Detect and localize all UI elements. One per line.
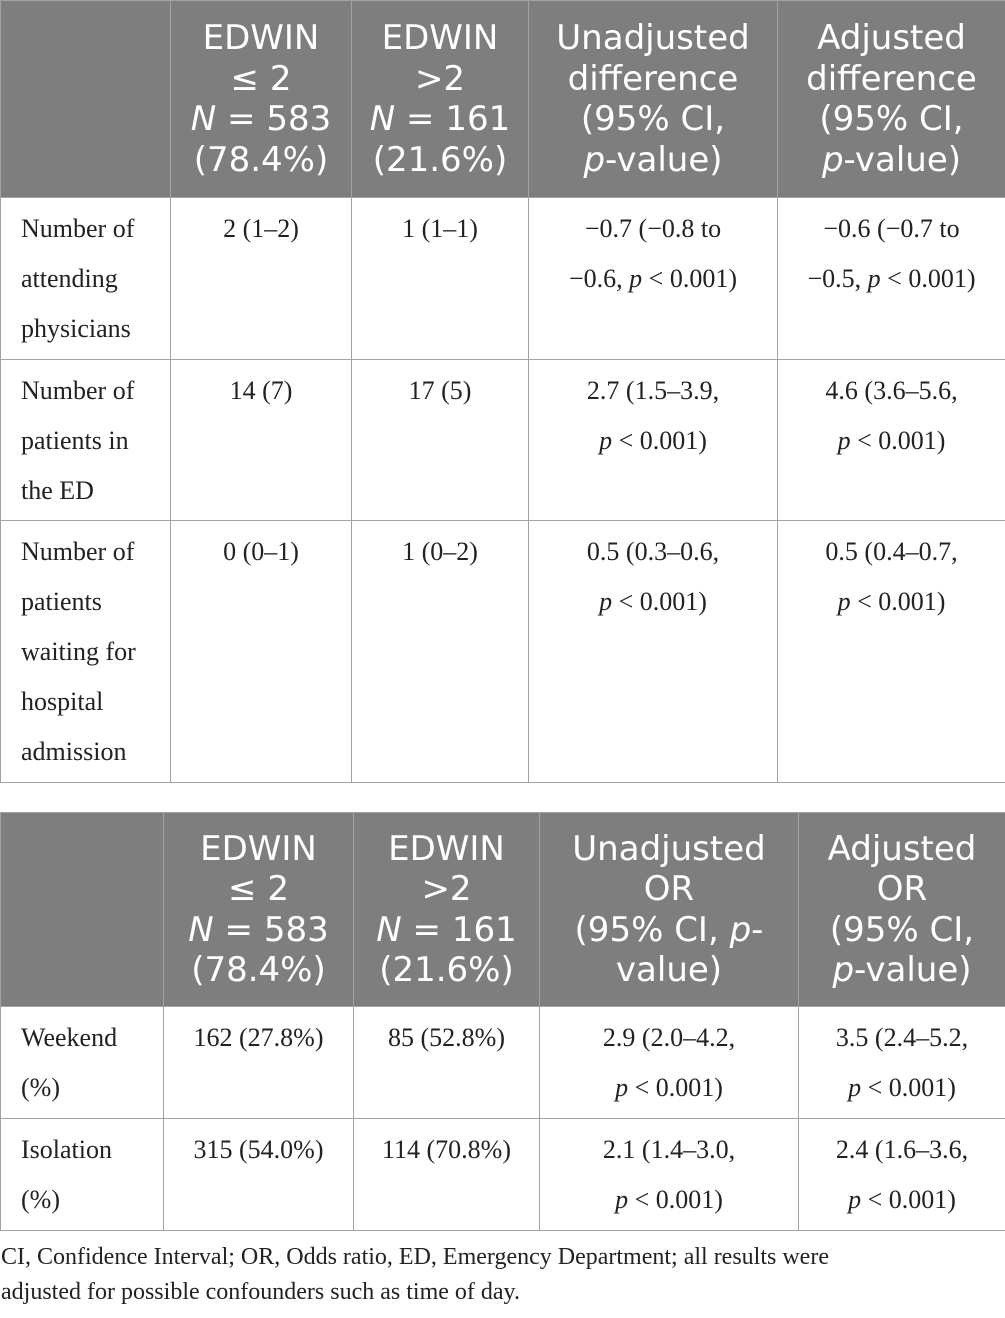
header-line: EDWIN [202,18,320,58]
header-line: (78.4%) [191,950,326,990]
header-line: N = 161 [376,909,517,950]
header-edwin-high [354,813,540,1007]
header-line: (78.4%) [193,139,329,180]
table-row [1,521,1005,783]
table-header-row [1,1,1005,198]
row-label: Weekend (%) [1,1007,164,1119]
header-line: (95% CI, [829,909,975,950]
header-line: value) [615,950,723,990]
header-line: N = 161 [369,99,511,139]
header-line: p-value) [832,950,972,990]
row-label: Number of attending physicians [1,198,171,360]
cell-edwin-low: 162 (27.8%) [164,1007,354,1119]
cell-unadjusted: 0.5 (0.3–0.6, p < 0.001) [529,521,778,783]
header-line: p-value) [821,139,962,180]
header-line: N = 583 [190,99,332,139]
cell-adjusted: 4.6 (3.6–5.6, p < 0.001) [778,360,1005,521]
cell-edwin-low: 14 (7) [171,360,352,521]
cell-edwin-high: 17 (5) [352,360,529,521]
cell-edwin-low: 2 (1–2) [171,198,352,360]
header-line: p-value) [583,139,723,180]
header-edwin-high [352,1,529,198]
header-unadjusted-or [540,813,799,1007]
header-line: OR [876,869,928,909]
header-line: EDWIN [388,828,505,869]
cell-edwin-high: 1 (0–2) [352,521,529,783]
table-row [1,198,1005,360]
header-blank-cell [1,1,171,198]
header-line: ≤ 2 [228,869,289,909]
header-line: Adjusted [817,18,966,58]
table-header-row [1,813,1005,1007]
cell-edwin-high: 114 (70.8%) [354,1119,540,1231]
header-line: (95% CI, [580,99,726,139]
header-line: Unadjusted [556,18,750,58]
header-line: Unadjusted [572,828,766,869]
header-edwin-low [171,1,352,198]
header-line: N = 583 [188,909,329,950]
row-label: Isolation (%) [1,1119,164,1231]
header-line: EDWIN [381,18,499,58]
table-row [1,1119,1005,1231]
header-adjusted [778,1,1005,198]
header-line: (95% CI, p- [574,909,764,950]
table-footnote: CI, Confidence Interval; OR, Odds ratio, ED, Emergency Department; all results were adjusted for possible confounders such as time of day. [1,1244,829,1305]
header-line: difference [806,58,977,99]
header-unadjusted [529,1,778,198]
header-line: >2 [414,58,466,99]
header-line: Adjusted [827,828,977,869]
cell-unadjusted: 2.7 (1.5–3.9, p < 0.001) [529,360,778,521]
cell-edwin-low: 0 (0–1) [171,521,352,783]
header-adjusted-or [799,813,1005,1007]
cell-unadjusted: −0.7 (−0.8 to −0.6, p < 0.001) [529,198,778,360]
table-row [1,1007,1005,1119]
cell-edwin-high: 1 (1–1) [352,198,529,360]
cell-edwin-low: 315 (54.0%) [164,1119,354,1231]
cell-adjusted-or: 2.4 (1.6–3.6, p < 0.001) [799,1119,1005,1231]
header-line: >2 [421,869,472,909]
header-line: EDWIN [200,828,317,869]
header-line: ≤ 2 [230,58,292,99]
cell-edwin-high: 85 (52.8%) [354,1007,540,1119]
results-table-odds [0,812,1005,1231]
row-label: Number of patients in the ED [1,360,171,521]
header-line: (21.6%) [379,950,514,990]
header-blank-cell [1,813,164,1007]
header-line: OR [643,869,695,909]
cell-unadjusted-or: 2.9 (2.0–4.2, p < 0.001) [540,1007,799,1119]
cell-adjusted-or: 3.5 (2.4–5.2, p < 0.001) [799,1007,1005,1119]
cell-adjusted: −0.6 (−0.7 to −0.5, p < 0.001) [778,198,1005,360]
header-edwin-low [164,813,354,1007]
header-line: (95% CI, [819,99,964,139]
header-line: difference [567,58,739,99]
cell-unadjusted-or: 2.1 (1.4–3.0, p < 0.001) [540,1119,799,1231]
row-label: Number of patients waiting for hospital admission [1,521,171,783]
table-row [1,360,1005,521]
cell-adjusted: 0.5 (0.4–0.7, p < 0.001) [778,521,1005,783]
header-line: (21.6%) [372,139,508,180]
